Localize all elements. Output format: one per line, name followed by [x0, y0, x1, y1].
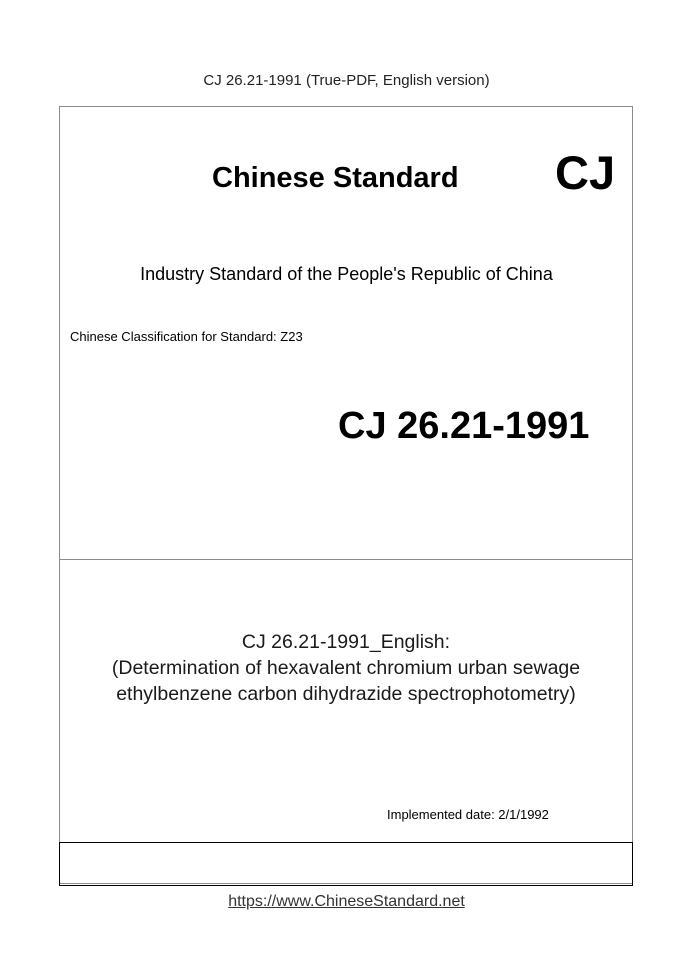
classification-text: Chinese Classification for Standard: Z23	[70, 329, 303, 344]
description-line-3: ethylbenzene carbon dihydrazide spectrophotometry)	[116, 683, 576, 705]
description-line-2: (Determination of hexavalent chromium urban sewage	[111, 657, 581, 679]
implemented-date: Implemented date: 2/1/1992	[387, 807, 549, 822]
cover-subtitle: Industry Standard of the People's Republic of China	[140, 264, 553, 284]
description-block	[59, 629, 633, 707]
cover-title: Chinese Standard	[212, 162, 459, 194]
standard-mark: CJ	[555, 146, 616, 199]
section-divider	[59, 559, 633, 560]
footer-website-link[interactable]: https://www.ChineseStandard.net	[228, 893, 465, 910]
standard-code: CJ 26.21-1991	[338, 405, 590, 447]
footer	[0, 893, 693, 911]
document-header-title: CJ 26.21-1991 (True-PDF, English version)	[203, 72, 490, 89]
bottom-empty-box	[59, 842, 633, 886]
cover-frame	[59, 106, 633, 884]
description-line-1: CJ 26.21-1991_English:	[241, 631, 451, 653]
